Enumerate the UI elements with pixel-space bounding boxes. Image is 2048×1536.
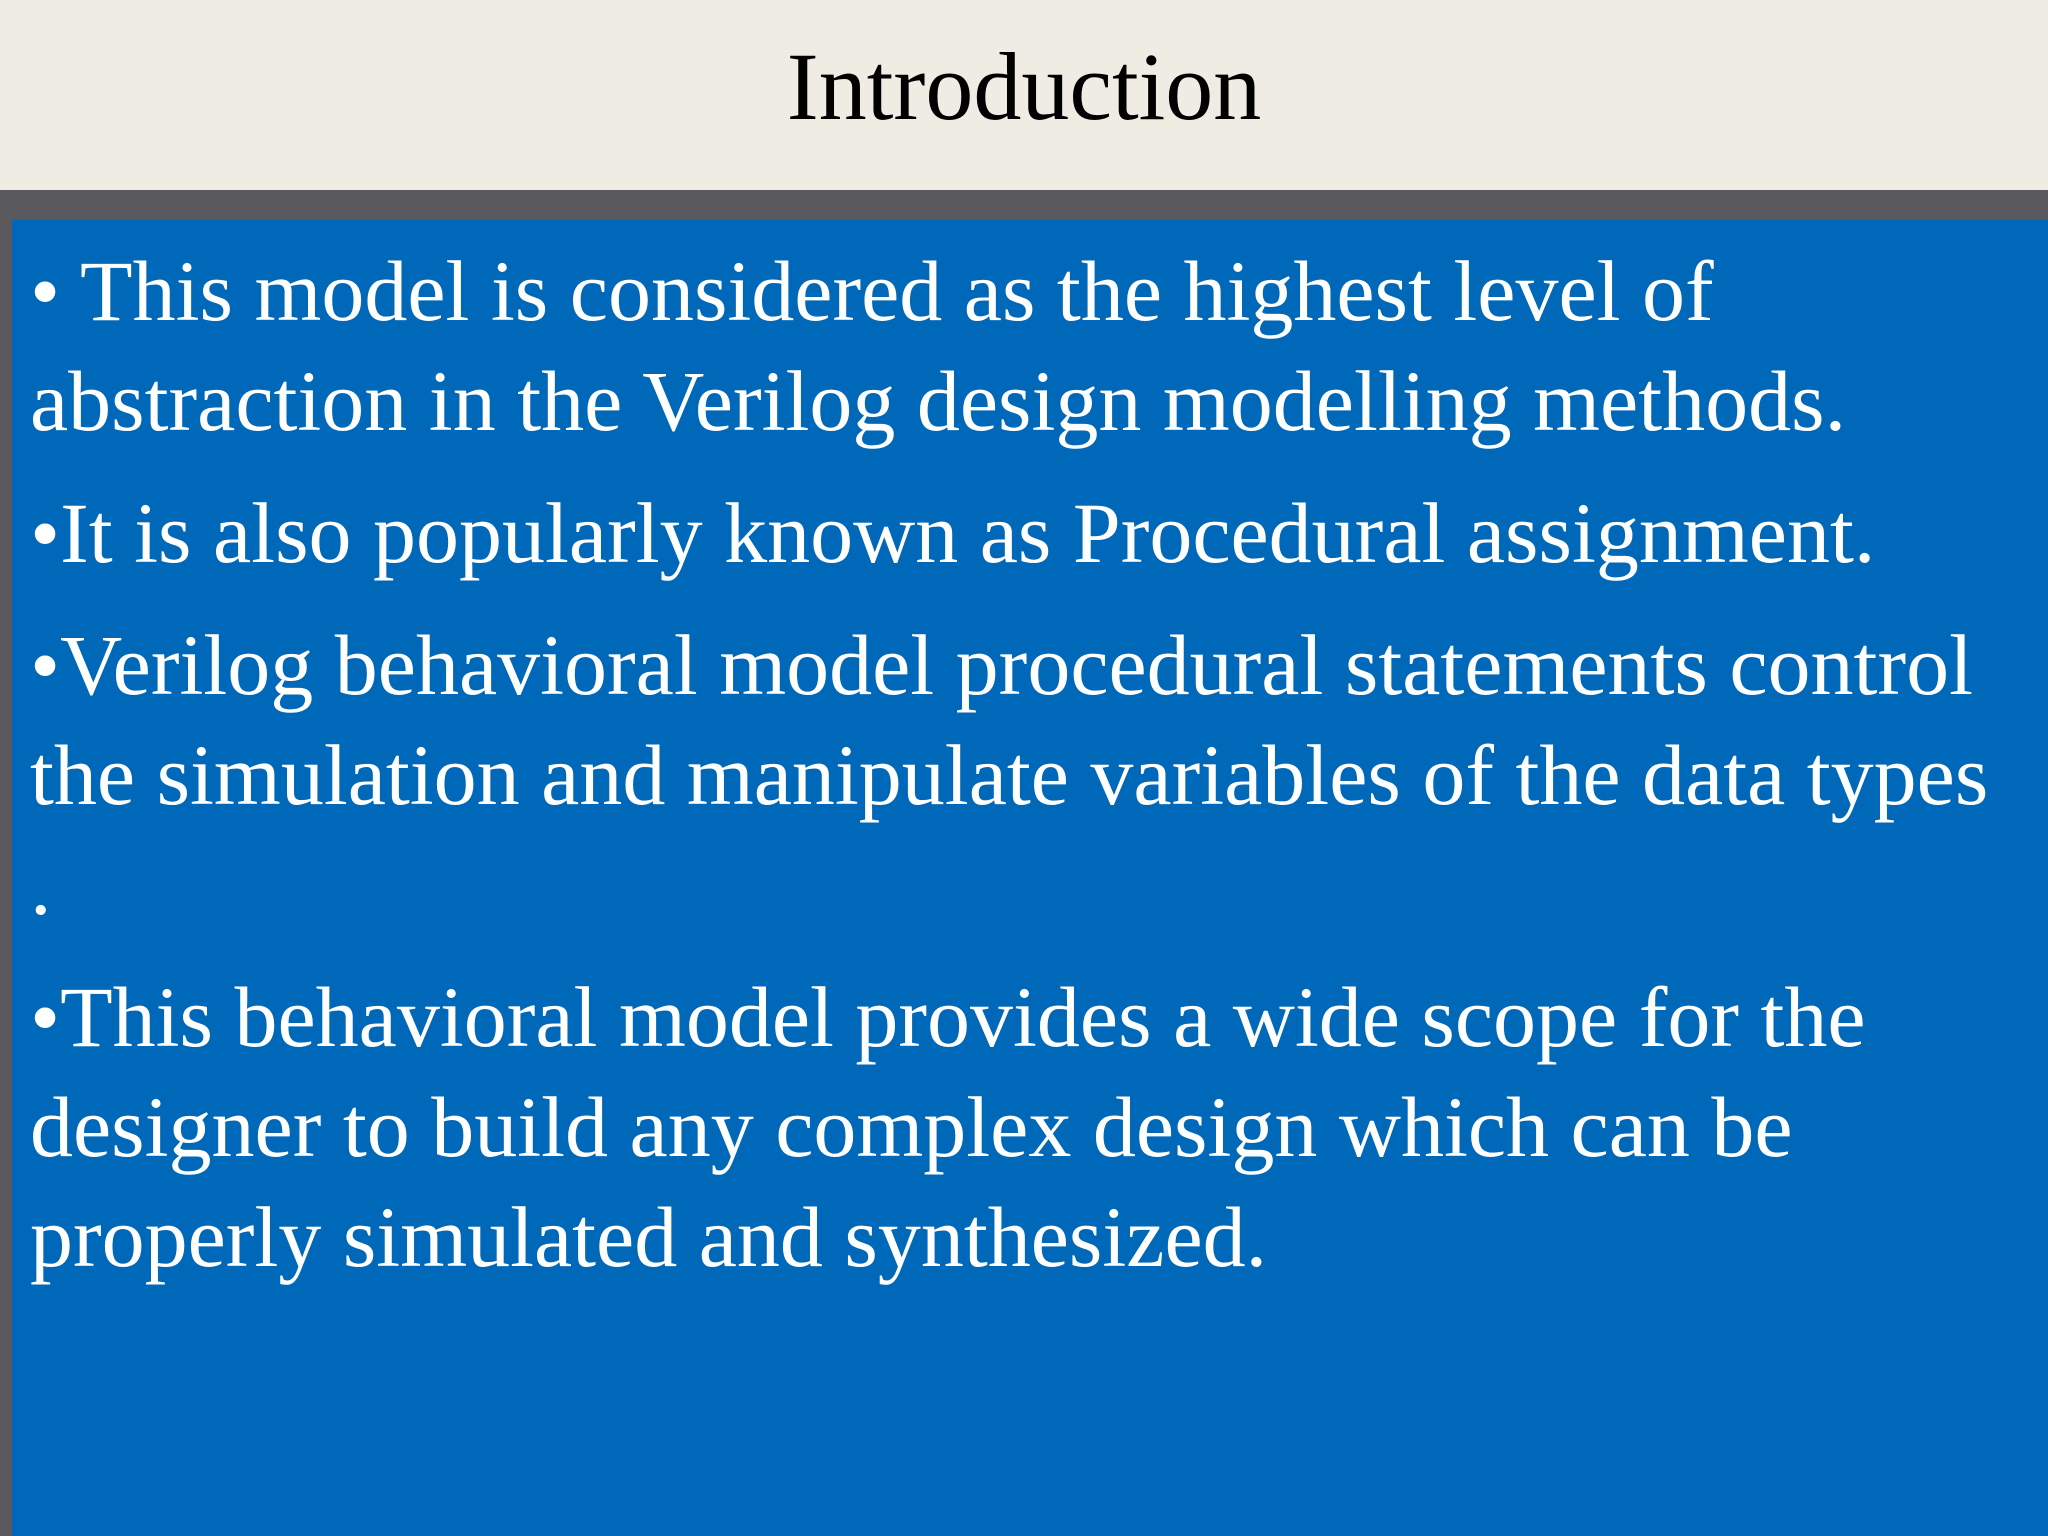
slide-title: Introduction (786, 33, 1262, 140)
bullet-item: •This behavioral model provides a wide scope for the designer to build any complex design which can be properly simulated and synthesized. (30, 969, 1866, 1285)
bullet-item: •It is also popularly known as Procedural assignment. (30, 485, 1876, 581)
content-panel (12, 220, 2048, 1536)
bullet-item: •Verilog behavioral model procedural statements control the simulation and manipulate variables of the data types . (30, 617, 1989, 933)
title-bar (0, 0, 2048, 190)
title-divider (0, 190, 2048, 220)
bullet-list (30, 236, 2030, 1314)
bullet-item: • This model is considered as the highest level of abstraction in the Verilog design modelling methods. (30, 243, 1847, 449)
